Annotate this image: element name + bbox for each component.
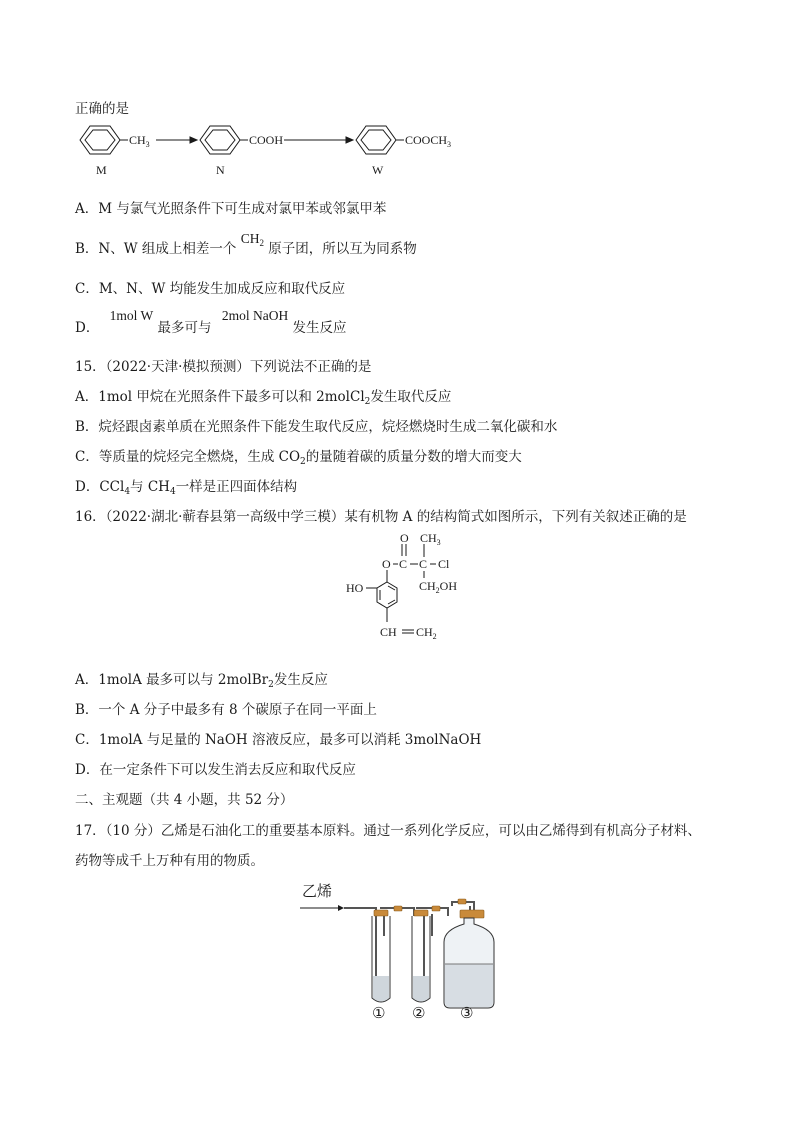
q15-option-a: A．1mol 甲烷在光照条件下最多可以和 2molCl$_2$发生取代反应 [75,389,452,407]
q15-stem: 15．（2022·天津·模拟预测）下列说法不正确的是 [75,359,372,375]
svg-text:CH2OH: $CH_2OH$ [419,579,458,595]
section-2-heading: 二、主观题（共 4 小题，共 52 分） [75,792,294,808]
q14-reaction-scheme [70,118,490,180]
q16-stem: 16．（2022·湖北·蕲春县第一高级中学三模）某有机物 A 的结构简式如图所示，下列有关叙述正确的是 [75,509,687,525]
label-n: N [216,163,225,177]
gas-label: 乙烯 [302,882,333,900]
label-3: ③ [460,1004,474,1022]
phenol-ho: HO [346,581,364,595]
q17-line-1: 17．（10 分）乙烯是石油化工的重要基本原料。通过一系列化学反应，可以由乙烯得到有机高分子材料、 [75,823,701,839]
label-w: W [372,163,384,177]
svg-text:COOCH3: $COOCH_3$ [405,133,452,149]
q14-stem: 正确的是 [75,101,129,117]
w-substituent: COOCH [405,133,448,147]
label-1: ① [372,1004,386,1022]
q14-option-b: B．N、W 组成上相差一个 $CH_2$ 原子团，所以互为同系物 [75,231,417,257]
ester-o: O [382,557,391,571]
q14-option-a: A．M 与氯气光照条件下可生成对氯甲苯或邻氯甲苯 [75,201,387,217]
q15-option-b: B．烷烃跟卤素单质在光照条件下能发生取代反应，烷烃燃烧时生成二氧化碳和水 [75,419,558,435]
q15-option-d: D．CCl$_4$与 $CH_4$一样是正四面体结构 [75,479,298,497]
hydroxymethyl: CH [419,579,436,593]
svg-text:CH2: $CH_2$ [416,625,437,641]
label-2: ② [412,1004,426,1022]
svg-text:CH3: $CH_3$ [420,531,441,547]
q17-line-2: 药物等成千上万种有用的物质。 [75,853,264,869]
quaternary-c: C [419,557,428,571]
q16-option-a: A．1molA 最多可以与 2molBr$_2$发生反应 [75,672,328,690]
q14-option-c: C．M、N、W 均能发生加成反应和取代反应 [75,281,346,297]
vinyl-ch: CH [380,625,397,639]
svg-text:CH3: $CH_3$ [129,133,150,149]
q16-option-d: D．在一定条件下可以发生消去反应和取代反应 [75,762,356,778]
carbonyl-o: O [400,531,409,545]
m-substituent: CH [129,133,146,147]
q16-option-c: C．1molA 与足量的 NaOH 溶液反应，最多可以消耗 3molNaOH [75,732,482,748]
q16-option-b: B．一个 A 分子中最多有 8 个碳原子在同一平面上 [75,702,377,718]
label-m: M [96,163,107,177]
q15-option-c: C．等质量的烷烃完全燃烧，生成 $CO_2$的量随着碳的质量分数的增大而变大 [75,449,522,467]
q14-option-d: D． 1mol W 最多可与 2mol NaOH 发生反应 [75,308,347,336]
chloro: Cl [438,557,450,571]
methyl: CH [420,531,437,545]
q17-apparatus-diagram [298,876,518,1020]
q16-structure-diagram [330,530,470,642]
vinyl-ch2: CH [416,625,433,639]
carbonyl-c: C [399,557,408,571]
n-substituent: COOH [249,133,284,147]
